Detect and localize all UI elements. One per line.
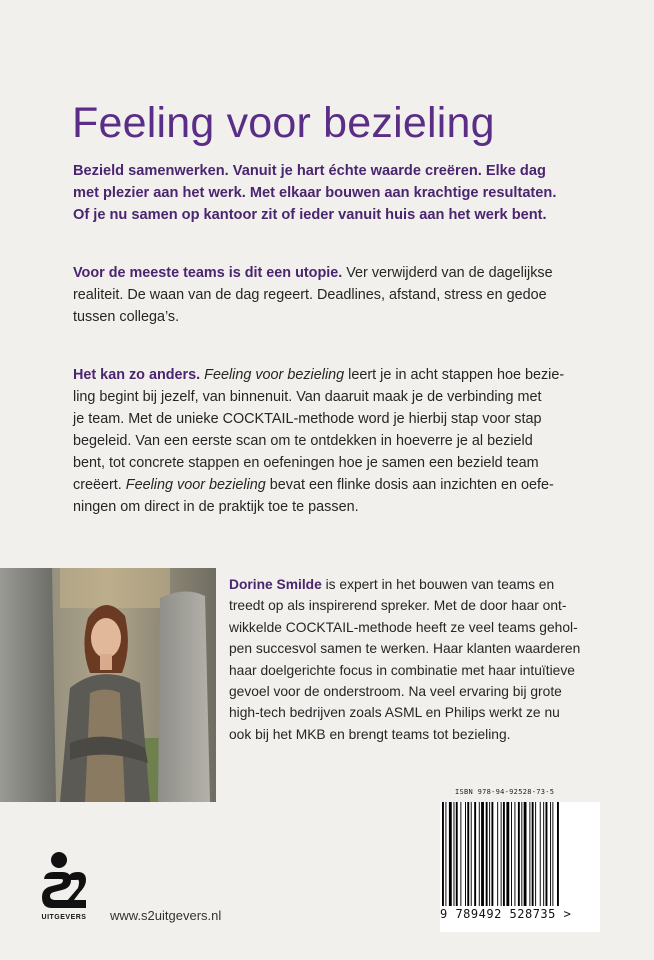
text-line: ook bij het MKB en brengt teams tot bezieling. [229,726,511,742]
text-segment: leert je in acht stappen hoe bezie- [344,367,565,383]
text-line: pen succesvol samen te werken. Haar klanten waarderen [229,641,581,657]
text-segment: creëert. [73,477,126,493]
text-line: high-tech bedrijven zoals ASML en Philips werkt ze nu [229,705,560,721]
text-line: ningen om direct in de praktijk toe te passen. [73,499,359,515]
text-segment: bevat een flinke dosis aan inzichten en oefe- [265,477,554,493]
book-title-italic: Feeling voor bezieling [125,477,266,493]
lead-line: Bezield samenwerken. Vanuit je hart échte waarde creëren. Elke dag [73,163,546,179]
text-line: je team. Met de unieke COCKTAIL-methode word je hierbij stap voor stap [73,411,542,427]
publisher-website[interactable]: www.s2uitgevers.nl [110,908,222,923]
text-segment: Ver verwijderd van de dagelijkse [342,265,553,281]
text-line: tussen collega’s. [73,309,180,325]
text-line: ling begint bij jezelf, van binnenuit. Van daaruit maak je de verbinding met [73,389,542,405]
author-bio [229,574,629,745]
isbn-label: ISBN 978-94-92528-73-5 [455,788,555,796]
text-line: gevoel voor de onderstroom. Na veel ervaring bij grote [229,684,562,700]
book-title-italic: Feeling voor bezieling [204,367,345,383]
text-line: bent, tot concrete stappen en oefeningen hoe je samen een bezield team [73,455,539,471]
lead-line: met plezier aan het werk. Met elkaar bouwen aan krachtige resultaten. [73,185,557,201]
text-line: wikkelde COCKTAIL-methode heeft ze veel teams gehol- [229,619,578,635]
paragraph-utopie [73,262,583,328]
text-line: realiteit. De waan van de dag regeert. Deadlines, afstand, stress en gedoe [73,287,547,303]
publisher-logo-text: UITGEVERS [41,914,87,921]
text-segment: is expert in het bouwen van teams en [321,577,555,592]
author-photo [0,568,216,802]
barcode-number: 9 789492 528735 > [440,907,572,921]
text-line: treedt op als inspirerend spreker. Met de door haar ont- [229,598,567,614]
text-line: begeleid. Van een eerste scan om te ontdekken in hoeverre je al bezield [73,433,533,449]
book-title: Feeling voor bezieling [72,98,495,147]
lead-line: Of je nu samen op kantoor zit of ieder vanuit huis aan het werk bent. [73,207,547,223]
paragraph-anders [73,364,583,518]
lead-paragraph [73,160,583,226]
text-line: haar doelgerichte focus in combinatie met haar intuïtieve [229,662,575,678]
paragraph-bold-intro: Het kan zo anders. [73,367,201,383]
author-name: Dorine Smilde [229,577,322,592]
paragraph-bold-intro: Voor de meeste teams is dit een utopie. [73,265,343,281]
